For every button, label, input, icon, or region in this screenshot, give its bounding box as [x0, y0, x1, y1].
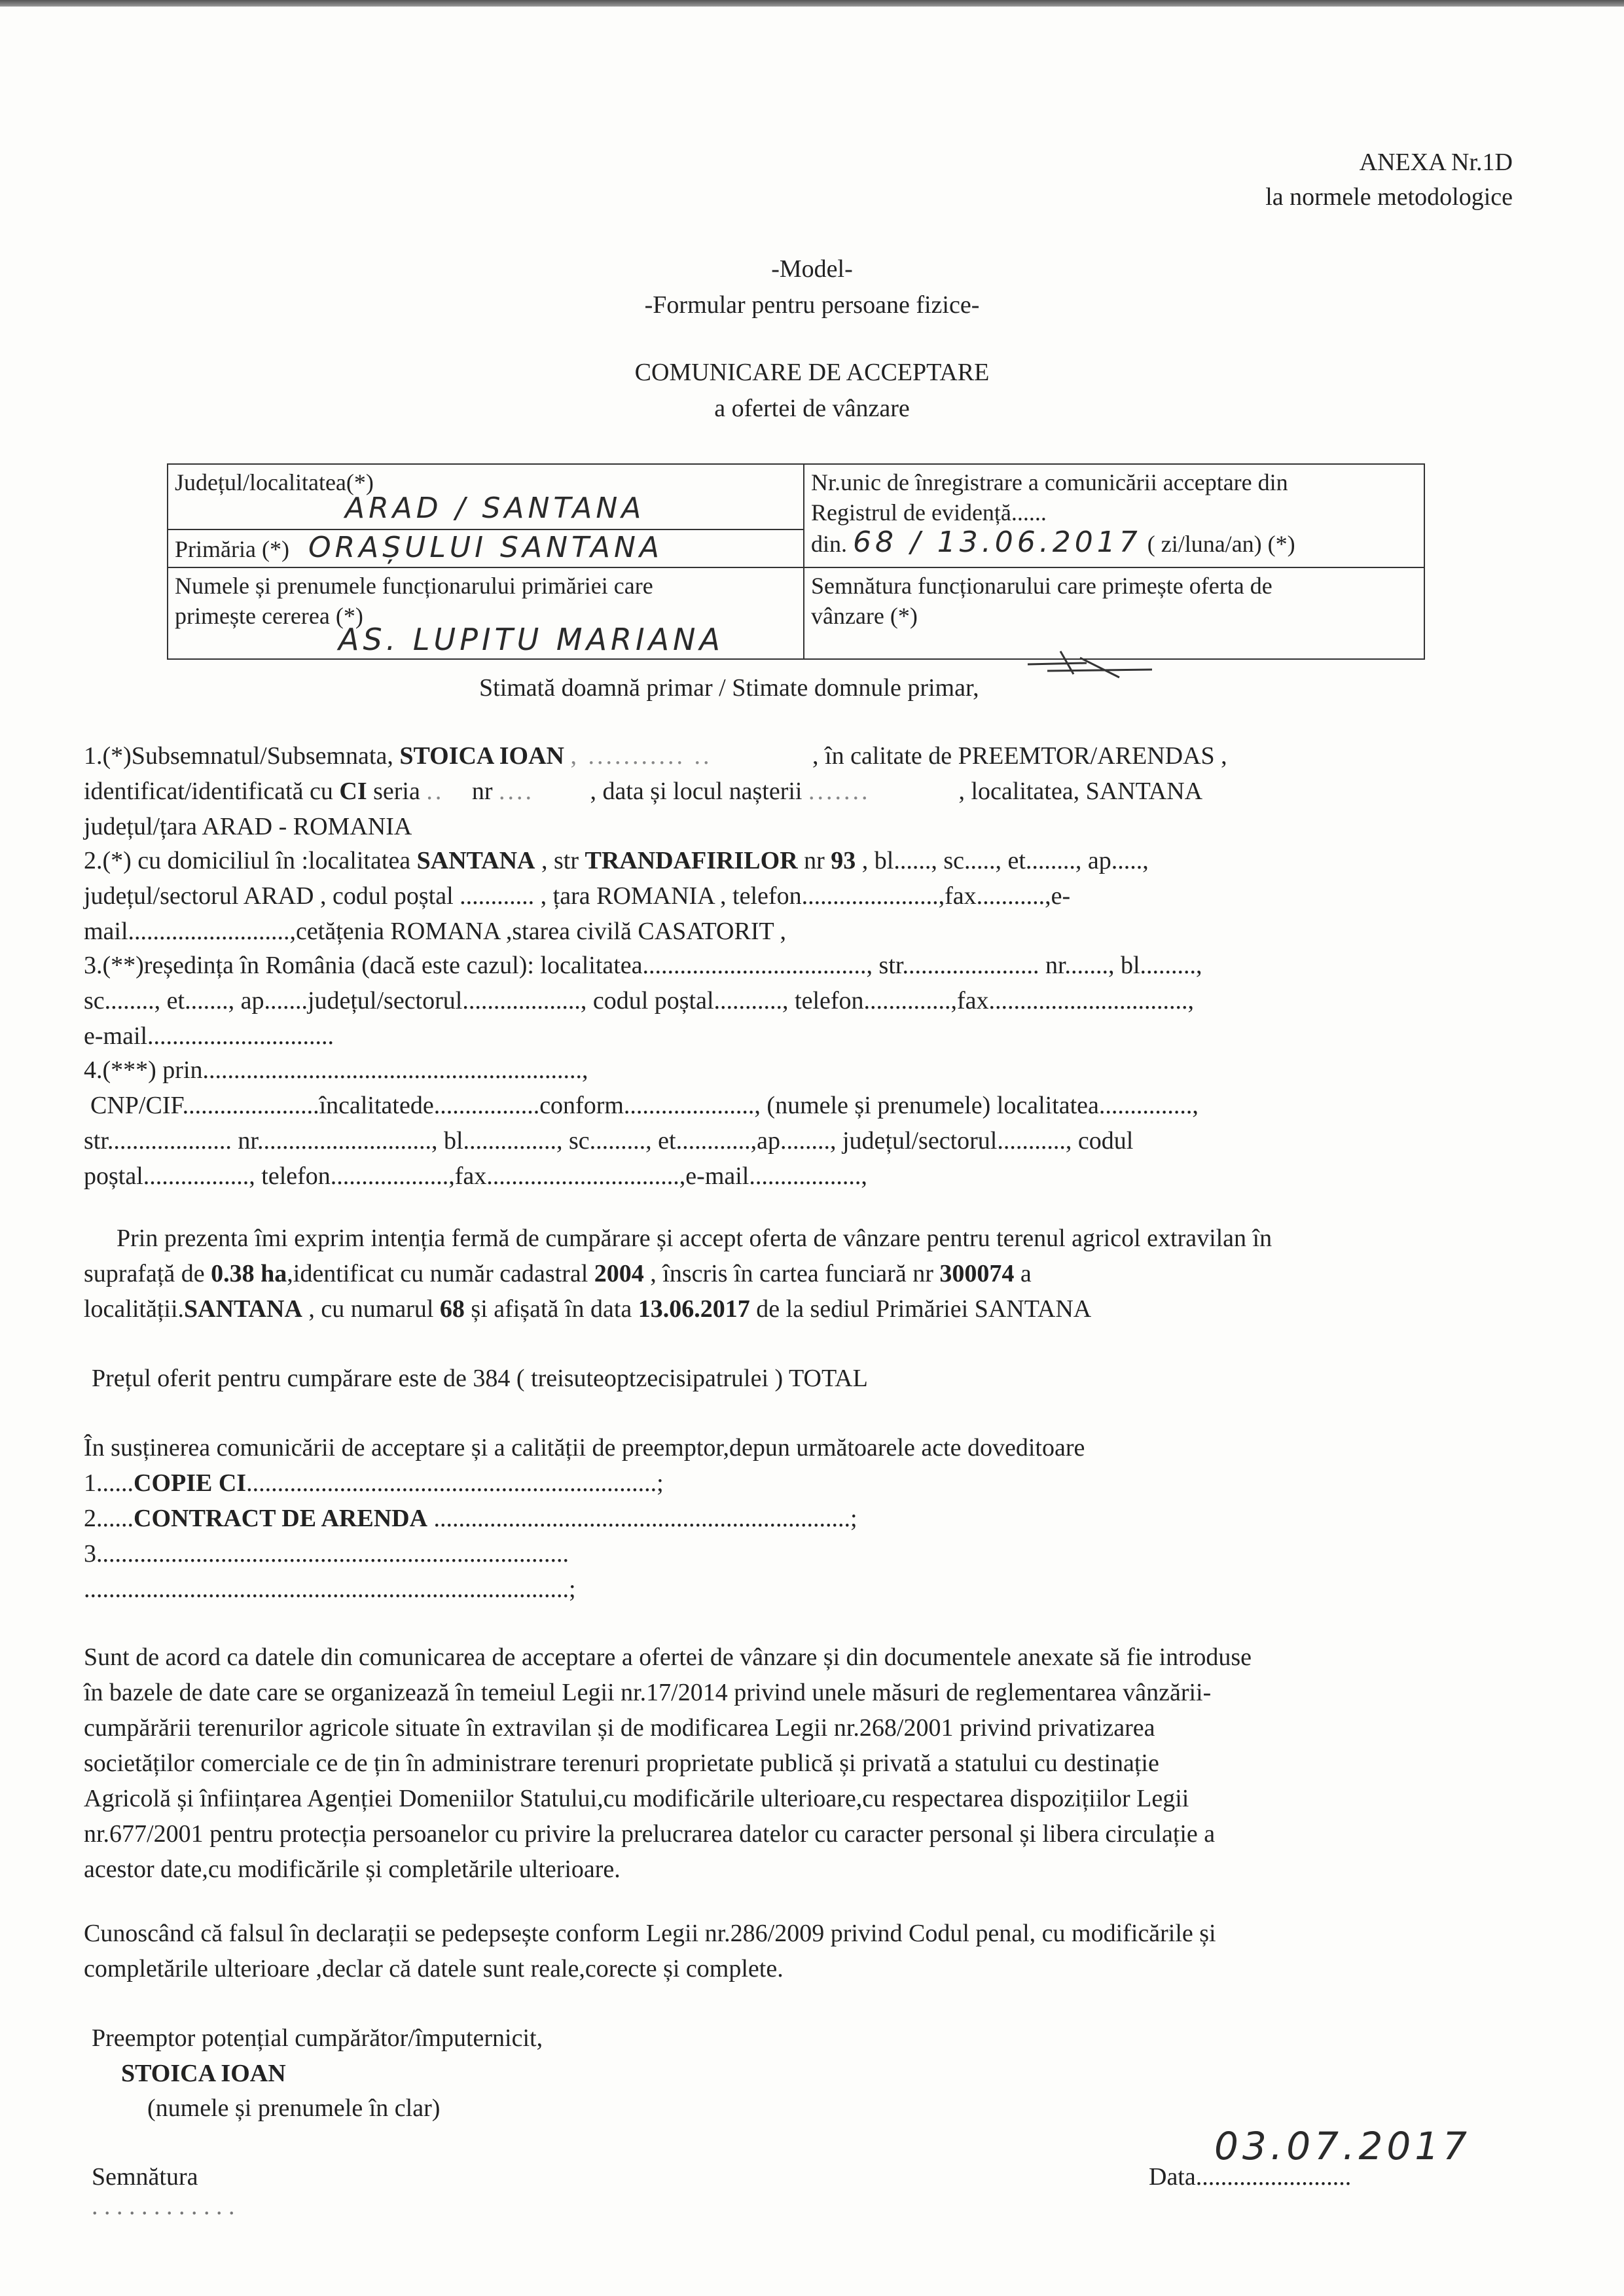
county-cell — [168, 464, 804, 529]
signature-label: Semnătura — [92, 2163, 198, 2191]
doc-1-dots: ..................................................................; — [246, 1469, 664, 1497]
signature-label-1: Semnătura funcționarului care primește oferta de — [811, 573, 1272, 599]
s1-role: , în calitate de PREEMTOR/ARENDAS , — [812, 742, 1227, 770]
s1-nr-label: nr — [471, 778, 493, 805]
registration-number-cell — [804, 464, 1424, 567]
offer-number-label: , cu numarul — [308, 1295, 434, 1323]
s1-series-label: seria — [373, 778, 420, 805]
s1-birth-label: , data și locul nașterii — [590, 778, 803, 805]
s1-id-label: identificat/identificată cu — [84, 778, 333, 805]
date-label: Data......................... — [1149, 2163, 1352, 2191]
offer-cadastral-label: ,identificat cu număr cadastral — [287, 1260, 588, 1287]
townhall-label: Primăria (*) — [175, 536, 289, 562]
date-handwritten: 03.07.2017 — [1214, 2124, 1471, 2168]
consent-line-3: cumpărării terenurilor agricole situate în extravilan și de modificarea Legii nr.268/2001 privind privatizarea — [84, 1714, 1155, 1742]
offer-line-1: Prin prezenta îmi exprim intenția fermă de cumpărare și accept oferta de vânzare pentru terenul agricol extravilan în — [117, 1225, 1272, 1252]
registration-label-1: Nr.unic de înregistrare a comunicării acceptare din — [811, 469, 1288, 495]
doc-2-name: CONTRACT DE ARENDA — [134, 1505, 428, 1532]
offer-location: de la sediul Primăriei SANTANA — [756, 1295, 1092, 1323]
offer-loc-label: localității. — [84, 1295, 185, 1323]
consent-line-4: societăților comerciale ce de țin în administrare terenuri proprietate publică și privată a statului cu destinație — [84, 1749, 1159, 1777]
domicile-locality: SANTANA — [416, 847, 535, 874]
doc-1-name: COPIE CI — [134, 1469, 247, 1497]
registration-handwritten: 68 / 13.06.2017 — [853, 526, 1142, 559]
scan-top-edge — [0, 0, 1624, 7]
document-subtitle: a ofertei de vânzare — [714, 395, 910, 422]
s4-line-3: str.................... nr............................, bl..............., sc........., et............,ap........, județul/sectorul..........., codul — [84, 1127, 1134, 1155]
clerk-cell — [168, 567, 804, 659]
s4-line-2: CNP/CIF......................încalitatede.................conform....................., (numele și prenumele) localitatea..............., — [90, 1092, 1199, 1119]
clerk-handwritten: AS. LUPITU MARIANA — [338, 622, 724, 657]
model-label: -Model- — [771, 255, 853, 283]
section-1 — [84, 738, 1537, 844]
s2-line-3: mail..........................,cetățenia ROMANA ,starea civilă CASATORIT , — [84, 918, 786, 945]
clerk-label-2: primește cererea (*) — [175, 603, 363, 629]
registration-din: din. — [811, 531, 848, 557]
section-4 — [84, 1052, 1537, 1194]
offer-cf: 300074 — [939, 1260, 1015, 1287]
false-declaration — [84, 1916, 1557, 1986]
offer-date-label: și afișată în data — [471, 1295, 632, 1323]
offer-locality: SANTANA — [184, 1295, 302, 1323]
s4-line-1: 4.(***) prin............................................................., — [84, 1056, 588, 1084]
registration-box — [167, 463, 1425, 660]
false-line-2: completările ulterioare ,declar că datele sunt reale,corecte și complete. — [84, 1955, 784, 1982]
redacted-id-number: .... — [499, 774, 584, 809]
applicant-name: STOICA IOAN — [399, 742, 565, 770]
s2-intro: 2.(*) cu domiciliul în :localitatea — [84, 847, 411, 874]
signer-role: Preemptor potențial cumpărător/împuternicit, — [92, 2024, 543, 2052]
offer-paragraph — [84, 1221, 1537, 1327]
s2-line-2: județul/sectorul ARAD , codul poștal ............ , țara ROMANIA , telefon......................,fax...........,e- — [84, 882, 1071, 910]
offer-area-label: suprafață de — [84, 1260, 205, 1287]
documents-list — [84, 1430, 1537, 1607]
s2-str-label: , str — [541, 847, 579, 874]
offer-date: 13.06.2017 — [638, 1295, 750, 1323]
doc-4: ..............................................................................; — [84, 1575, 576, 1603]
false-line-1: Cunoscând că falsul în declarații se pedepsește conform Legii nr.286/2009 privind Codul penal, cu modificările și — [84, 1920, 1216, 1947]
section-2 — [84, 843, 1537, 949]
section-3 — [84, 948, 1537, 1054]
salutation: Stimată doamnă primar / Stimate domnule primar, — [479, 674, 979, 702]
signature-label-2: vânzare (*) — [811, 603, 918, 629]
price-line: Prețul oferit pentru cumpărare este de 384 ( treisuteoptzecisipatrulei ) TOTAL — [92, 1365, 868, 1392]
signer-name-hint: (numele și prenumele în clar) — [147, 2094, 441, 2122]
registration-suffix: ( zi/luna/an) (*) — [1147, 531, 1295, 557]
consent-line-7: acestor date,cu modificările și completările ulterioare. — [84, 1856, 621, 1883]
signer-name: STOICA IOAN — [121, 2060, 286, 2087]
registration-label-2: Registrul de evidență...... — [811, 499, 1047, 526]
offer-cadastral: 2004 — [594, 1260, 644, 1287]
offer-cf-label: , înscris în cartea funciară nr — [650, 1260, 933, 1287]
clerk-signature-scribble — [1021, 638, 1165, 684]
county-handwritten: ARAD / SANTANA — [345, 492, 645, 525]
county-label: Județul/localitatea(*) — [175, 469, 374, 495]
doc-2-dots: ...................................................................; — [427, 1505, 857, 1532]
redacted-cnp: , ........... .. — [571, 738, 806, 774]
s4-line-4: poștal................., telefon...................,fax...............................,e-mail.................., — [84, 1162, 867, 1190]
form-type: -Formular pentru persoane fizice- — [644, 291, 980, 319]
document-title: COMUNICARE DE ACCEPTARE — [634, 359, 990, 386]
townhall-handwritten: ORAȘULUI SANTANA — [308, 531, 663, 564]
annex-reference: la normele metodologice — [1265, 183, 1513, 211]
consent-line-5: Agricolă și înființarea Agenției Domeniilor Statului,cu modificările ulterioare,cu respectarea dispozițiilor Legii — [84, 1785, 1189, 1812]
townhall-cell — [168, 529, 804, 567]
consent-line-1: Sunt de acord ca datele din comunicarea de acceptare a ofertei de vânzare și din documentele anexate să fie introduse — [84, 1643, 1252, 1671]
s3-line-2: sc........, et......., ap.......județul/sectorul..................., codul poștal..........., telefon..............,fax................................, — [84, 987, 1195, 1014]
redacted-series: .. — [426, 774, 465, 809]
s1-intro: 1.(*)Subsemnatul/Subsemnata, — [84, 742, 393, 770]
doc-2-num: 2...... — [84, 1505, 134, 1532]
redacted-birth: ....... — [808, 774, 952, 809]
offer-number: 68 — [439, 1295, 465, 1323]
consent-line-6: nr.677/2001 pentru protecția persoanelor cu privire la prelucrarea datelor cu caracter personal și libera circulație a — [84, 1820, 1216, 1848]
documents-intro: În susținerea comunicării de acceptare și a calității de preemptor,depun următoarele acte doveditoare — [84, 1434, 1085, 1462]
clerk-label-1: Numele și prenumele funcționarului primăriei care — [175, 573, 653, 599]
s3-line-1: 3.(**)reședința în România (dacă este cazul): localitatea...................................., str...................... nr......., bl........., — [84, 952, 1202, 979]
annex-number: ANEXA Nr.1D — [1359, 149, 1513, 176]
s1-county: județul/țara ARAD - ROMANIA — [84, 813, 412, 840]
consent-line-2: în bazele de date care se organizează în temeiul Legii nr.17/2014 privind unele măsuri de reglementarea vânzării- — [84, 1679, 1212, 1706]
offer-a: a — [1020, 1260, 1032, 1287]
doc-1-num: 1...... — [84, 1469, 134, 1497]
doc-3: 3............................................................................ — [84, 1540, 569, 1568]
id-type: CI — [339, 778, 367, 805]
s2-nr-label: nr — [804, 847, 825, 874]
domicile-street: TRANDAFIRILOR — [585, 847, 798, 874]
consent-paragraph — [84, 1640, 1557, 1887]
offer-area: 0.38 ha — [211, 1260, 287, 1287]
s3-line-3: e-mail.............................. — [84, 1022, 334, 1050]
s1-locality: , localitatea, SANTANA — [958, 778, 1203, 805]
s2-rest: , bl......, sc....., et........, ap....., — [861, 847, 1149, 874]
domicile-number: 93 — [831, 847, 856, 874]
signature-dots: . . . . . . . . . . . . — [92, 2193, 235, 2220]
